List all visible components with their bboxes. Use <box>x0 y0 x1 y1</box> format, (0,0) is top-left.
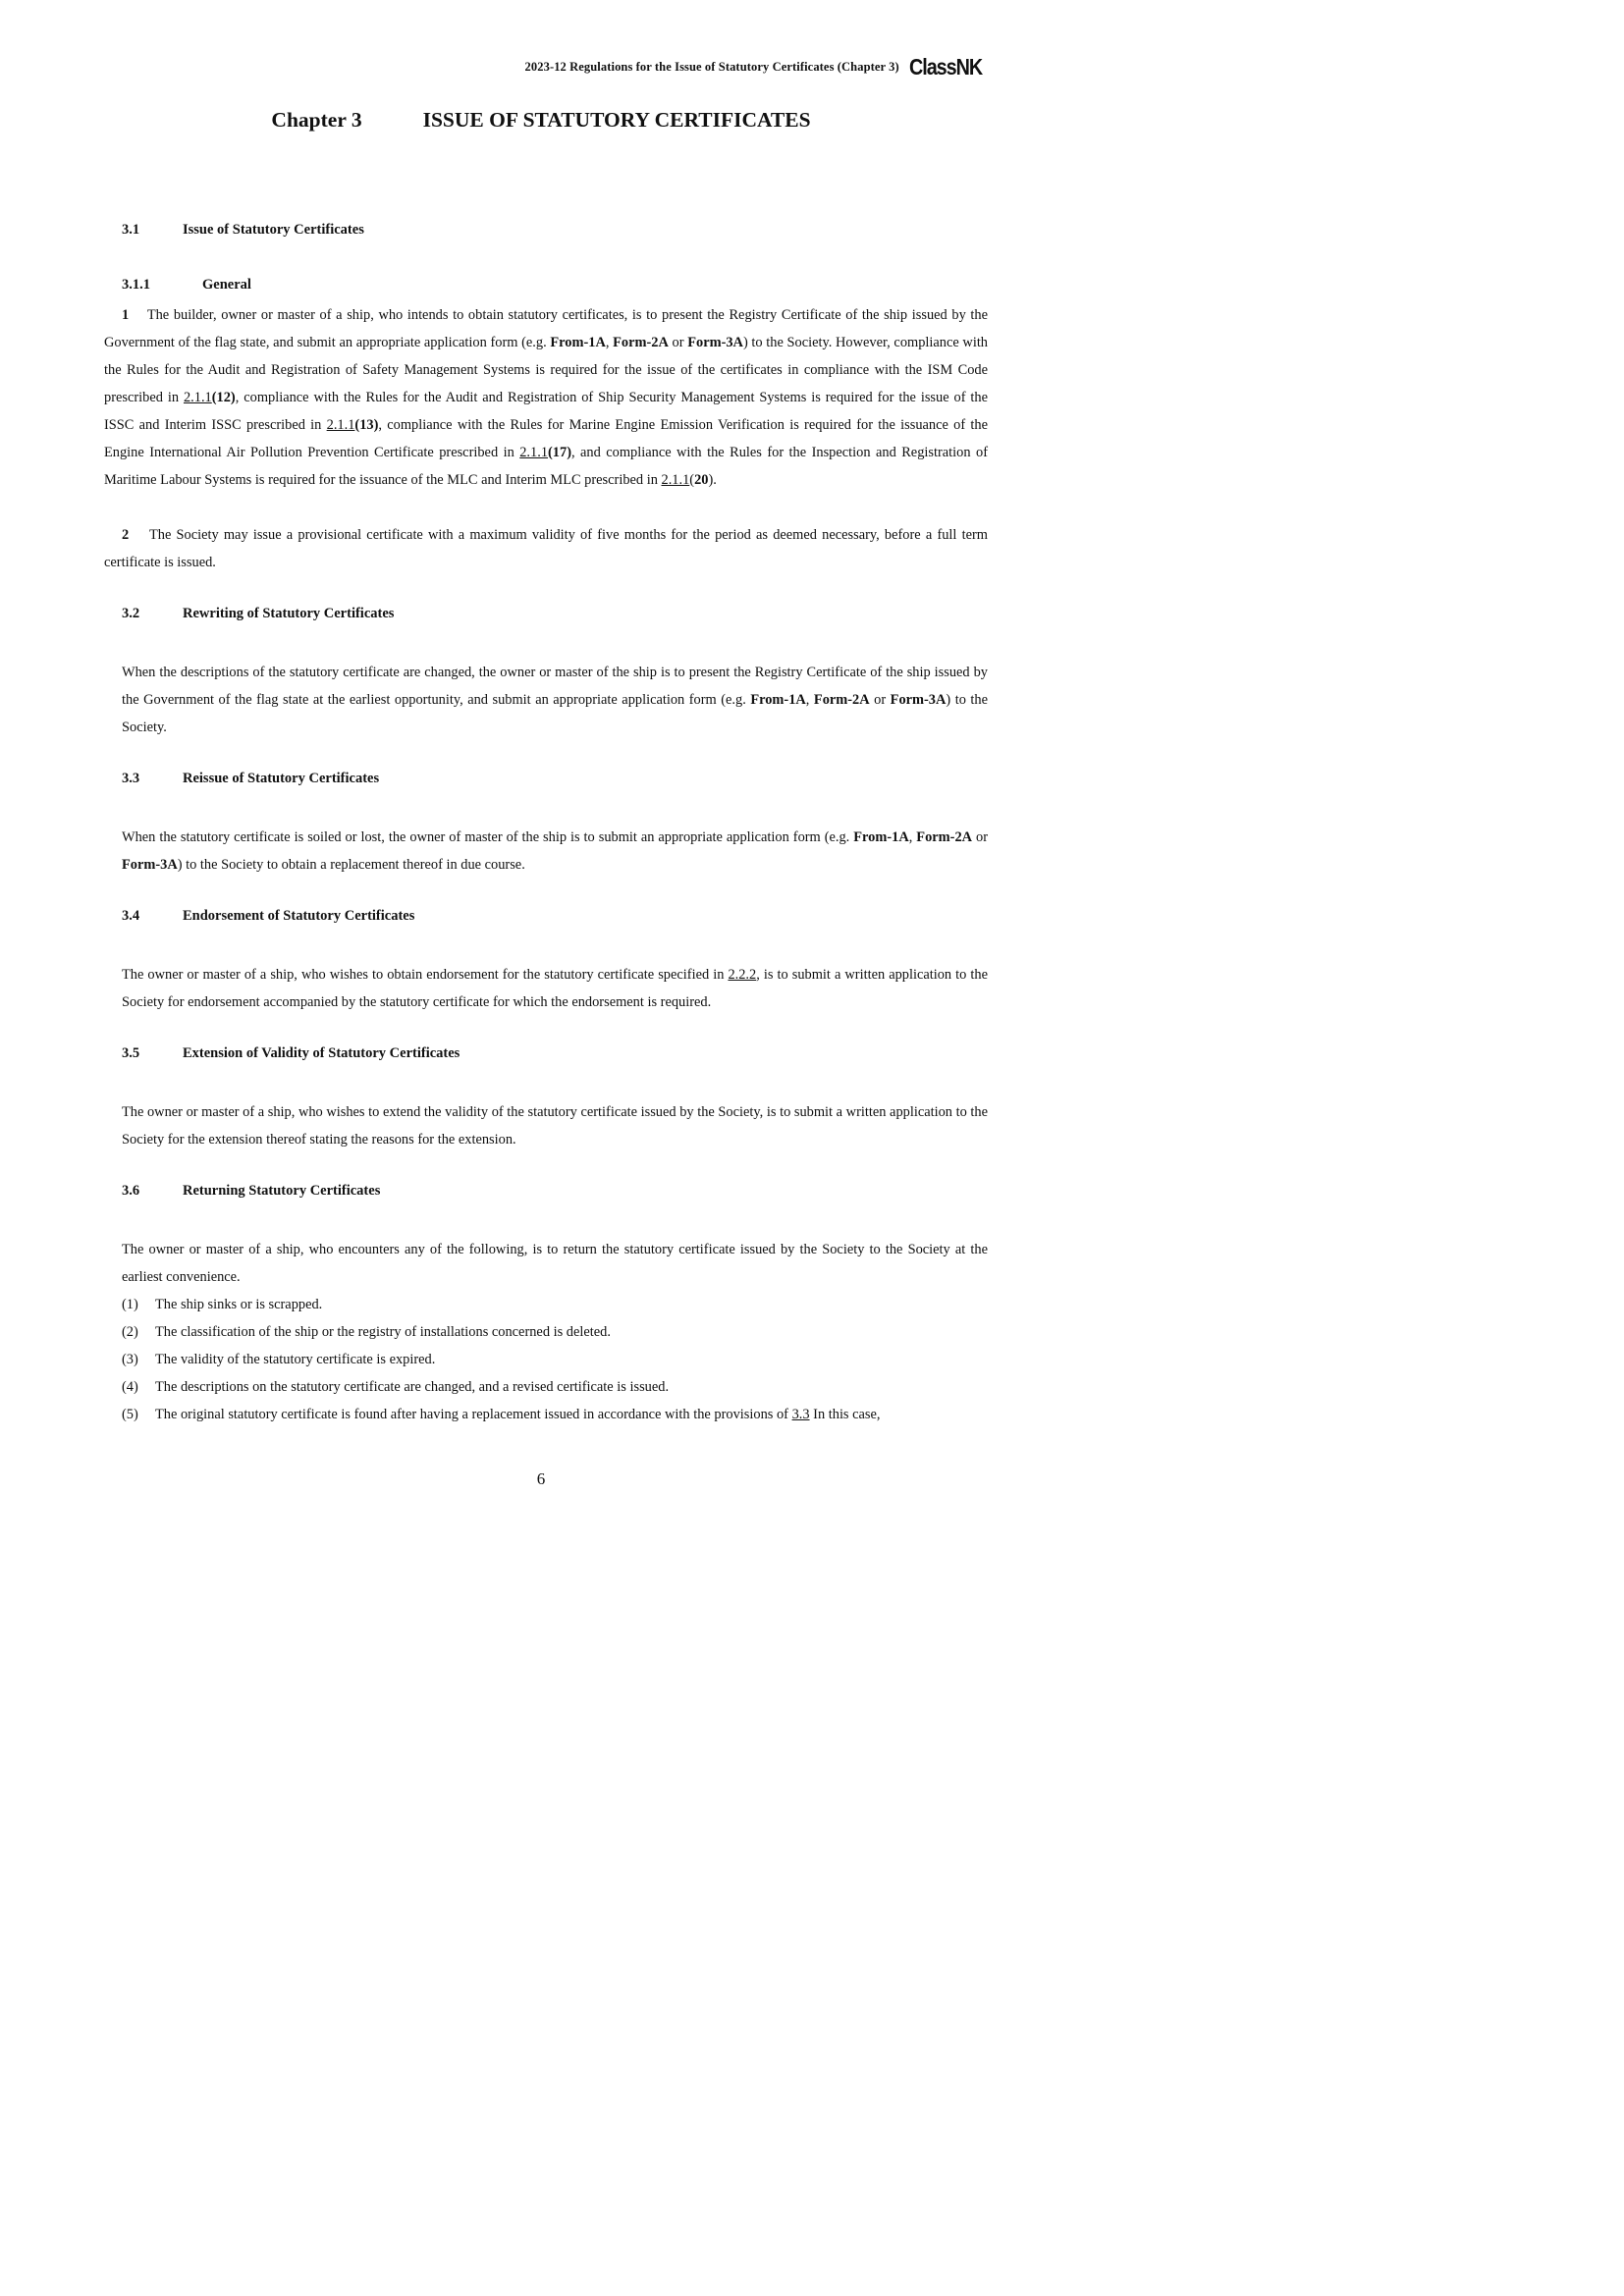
form-ref: Form-2A <box>613 335 669 350</box>
paragraph-text: When the statutory certificate is soiled or lost, the owner of master of the ship is to submit an appropriate application form (e.g. <box>122 829 854 845</box>
section-number: 3.2 <box>122 606 140 621</box>
list-item <box>122 1346 988 1373</box>
list-item-text: The descriptions on the statutory certificate are changed, and a revised certificate is issued. <box>155 1379 670 1395</box>
paragraph-text: The owner or master of a ship, who wishes to obtain endorsement for the statutory certificate specified in <box>122 967 729 983</box>
form-ref: From-1A <box>853 829 909 845</box>
section-heading-3-6 <box>122 1183 380 1200</box>
cross-reference-item: (17) <box>548 445 571 460</box>
list-item <box>122 1318 988 1346</box>
section-number: 3.3 <box>122 771 140 786</box>
paragraph-3-6-intro: The owner or master of a ship, who encounters any of the following, is to return the statutory certificate issued by the Society to the Society at the earliest convenience. <box>122 1242 988 1285</box>
section-title: Reissue of Statutory Certificates <box>183 771 380 786</box>
chapter-heading <box>0 108 1082 133</box>
paragraph-text: , <box>605 335 614 350</box>
list-item <box>122 1401 988 1428</box>
paragraph-text: In this case, <box>809 1407 881 1422</box>
cross-reference-link[interactable]: 2.1.1 <box>183 390 212 405</box>
form-ref: Form-3A <box>890 692 947 708</box>
list-item-number: (5) <box>122 1407 138 1422</box>
paragraph-text: The Society may issue a provisional certificate with a maximum validity of five months for the period as deemed necessary, before a full term certificate is issued. <box>104 527 988 570</box>
list-item-text: The validity of the statutory certificate is expired. <box>155 1352 436 1367</box>
paragraph-text: ( <box>689 472 695 488</box>
section-number: 3.6 <box>122 1183 140 1199</box>
cross-reference-link[interactable]: 2.2.2 <box>728 967 757 983</box>
list-item-text: The ship sinks or is scrapped. <box>155 1297 323 1312</box>
section-heading-3-4 <box>122 908 414 925</box>
cross-reference-item: 20 <box>694 472 709 488</box>
paragraph-number: 2 <box>122 527 130 543</box>
list-item-text <box>155 1401 988 1428</box>
section-number: 3.4 <box>122 908 140 924</box>
paragraph-3-1-1-1 <box>104 301 988 494</box>
section-heading-3-1 <box>122 222 364 239</box>
section-title: Returning Statutory Certificates <box>183 1183 381 1199</box>
paragraph-text: When the descriptions of the statutory certificate are changed, the owner or master of the ship is to present the Registry Certificate of the ship issued by the Government of the flag state at the earliest opportunity, and submit an appropriate application form (e.g. <box>122 665 988 708</box>
list-item-text: The classification of the ship or the registry of installations concerned is deleted. <box>155 1324 611 1340</box>
form-ref: Form-2A <box>813 692 870 708</box>
paragraph-text: , <box>805 692 814 708</box>
cross-reference-link[interactable]: 2.1.1 <box>661 472 690 488</box>
page-number: 6 <box>536 1469 546 1488</box>
form-ref: Form-3A <box>122 857 178 873</box>
section-heading-3-3 <box>122 771 379 787</box>
paragraph-text: or <box>668 335 688 350</box>
form-ref: Form-2A <box>916 829 973 845</box>
paragraph-text: ). <box>708 472 717 488</box>
paragraph-number: 1 <box>122 307 130 323</box>
paragraph-text: ) to the Society. However, compliance with the Rules for the Audit and Registration of Safety Management Systems is required for the issue of the certificates in compliance with the ISM Code prescribed in <box>104 335 989 405</box>
returning-conditions-list <box>122 1291 988 1428</box>
list-item-number: (1) <box>122 1297 138 1312</box>
paragraph-text: ) to the Society to obtain a replacement thereof in due course. <box>177 857 525 873</box>
paragraph-text: , compliance with the Rules for Marine Engine Emission Verification is required for the issuance of the Engine International Air Pollution Prevention Certificate prescribed in <box>104 417 988 460</box>
subsection-title: General <box>202 277 251 293</box>
paragraph-3-1-1-2 <box>104 521 988 576</box>
paragraph-text: The original statutory certificate is found after having a replacement issued in accordance with the provisions of <box>155 1407 792 1422</box>
list-item <box>122 1291 988 1318</box>
chapter-title: ISSUE OF STATUTORY CERTIFICATES <box>422 108 811 132</box>
section-heading-3-2 <box>122 606 394 622</box>
cross-reference-link[interactable]: 2.1.1 <box>326 417 355 433</box>
subsection-number: 3.1.1 <box>122 277 150 293</box>
section-number: 3.5 <box>122 1045 140 1061</box>
chapter-number: Chapter 3 <box>271 108 362 132</box>
form-ref: From-1A <box>550 335 606 350</box>
paragraph-text: , and compliance with the Rules for the Inspection and Registration of Maritime Labour Systems is required for the issuance of the MLC and Interim MLC prescribed in <box>104 445 988 488</box>
form-ref: From-1A <box>750 692 806 708</box>
section-title: Extension of Validity of Statutory Certificates <box>183 1045 460 1061</box>
paragraph-text: or <box>869 692 891 708</box>
section-title: Endorsement of Statutory Certificates <box>183 908 415 924</box>
list-item-number: (4) <box>122 1379 138 1395</box>
section-number: 3.1 <box>122 222 140 238</box>
paragraph-text: ) to the Society. <box>122 692 988 735</box>
paragraph-text: , compliance with the Rules for the Audit and Registration of Ship Security Management Systems is required for the issue of the ISSC and Interim ISSC prescribed in <box>104 390 988 433</box>
running-header <box>525 54 988 80</box>
section-heading-3-5 <box>122 1045 460 1062</box>
section-title: Issue of Statutory Certificates <box>183 222 364 238</box>
section-title: Rewriting of Statutory Certificates <box>183 606 395 621</box>
paragraph-3-5: The owner or master of a ship, who wishes to extend the validity of the statutory certificate issued by the Society, is to submit a written application to the Society for the extension thereof stating the reasons for the extension. <box>122 1104 988 1148</box>
form-ref: Form-3A <box>687 335 743 350</box>
cross-reference-item: (12) <box>211 390 236 405</box>
list-item-number: (2) <box>122 1324 138 1340</box>
subsection-heading-3-1-1 <box>122 277 251 294</box>
paragraph-text: The builder, owner or master of a ship, who intends to obtain statutory certificates, is to present the Registry Certificate of the ship issued by the Government of the flag state, and submit an appropriate application form (e.g. <box>104 307 988 350</box>
running-header-title: 2023-12 Regulations for the Issue of Statutory Certificates (Chapter 3) <box>524 60 899 74</box>
list-item <box>122 1373 988 1401</box>
classnk-logo: ClassNK <box>908 54 982 80</box>
paragraph-3-3 <box>122 824 988 879</box>
cross-reference-item: (13) <box>354 417 379 433</box>
list-item-number: (3) <box>122 1352 138 1367</box>
paragraph-3-2 <box>122 659 988 741</box>
document-page <box>0 0 1082 1529</box>
cross-reference-link[interactable]: 3.3 <box>791 1407 810 1422</box>
paragraph-3-4 <box>122 961 988 1016</box>
paragraph-text: , <box>908 829 917 845</box>
paragraph-text: or <box>972 829 988 845</box>
cross-reference-link[interactable]: 2.1.1 <box>519 445 549 460</box>
paragraph-text: , is to submit a written application to the Society for endorsement accompanied by the statutory certificate for which the endorsement is required. <box>122 967 988 1010</box>
